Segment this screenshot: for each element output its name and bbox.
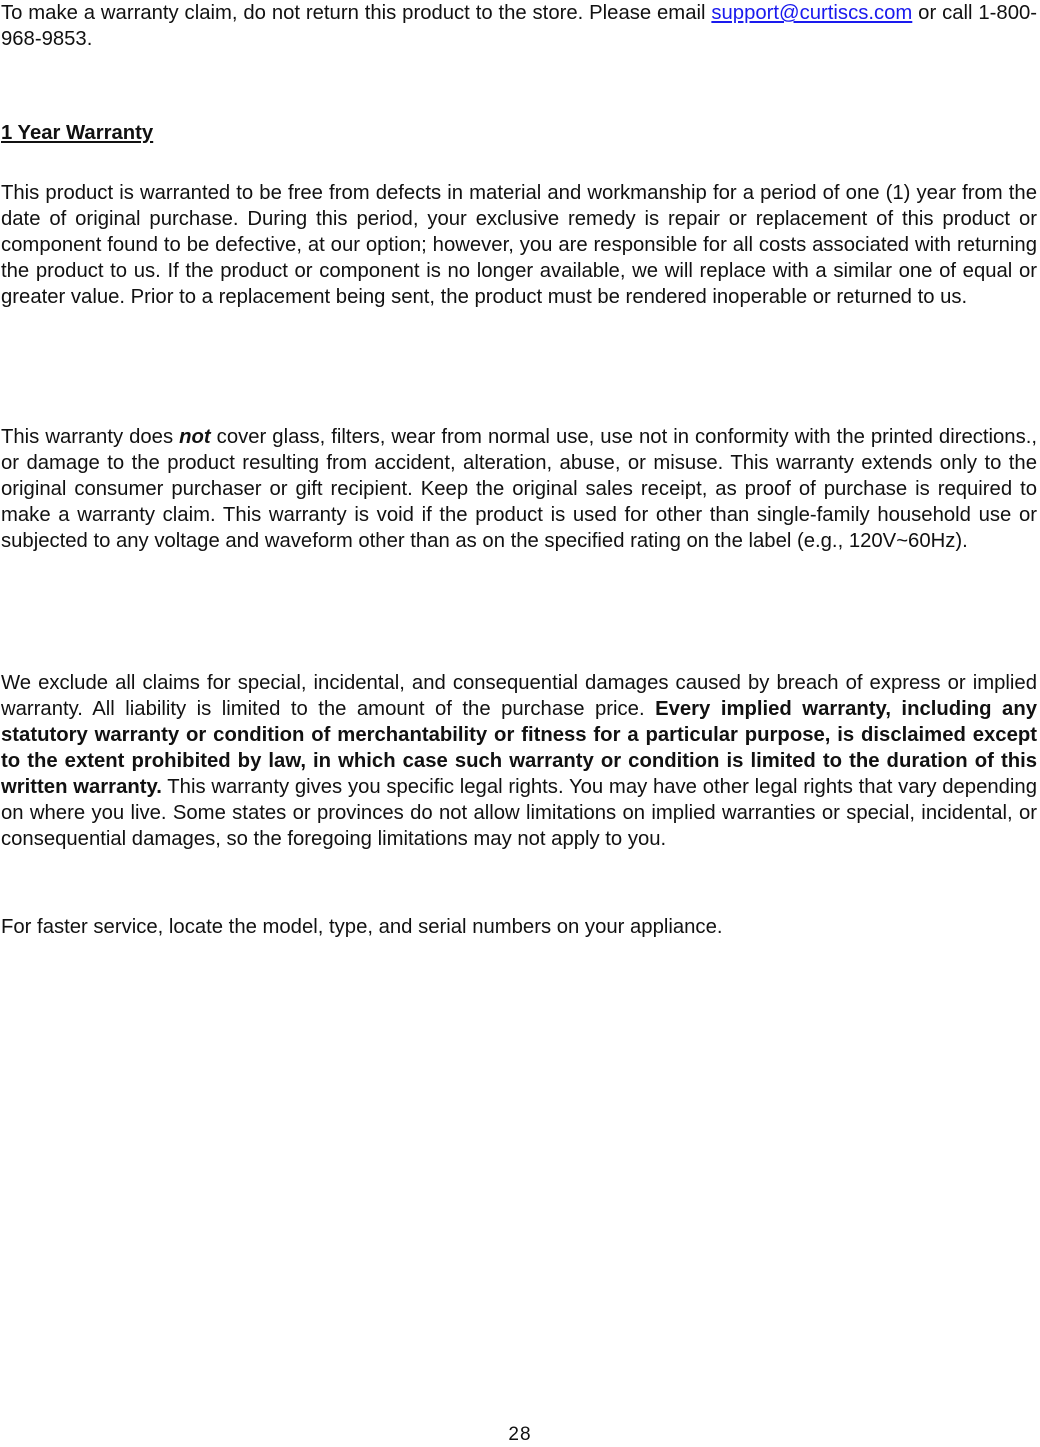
disclaimer-text-before: We exclude all claims for special, incidental, and consequential damages caused by breach of express or implied warranty. All liability is limited to the amount of the purchase price. — [1, 672, 1037, 720]
warranty-claim-instructions — [1, 0, 1037, 52]
warranty-exclusions-paragraph — [1, 424, 1037, 554]
disclaimer-text-after: This warranty gives you specific legal rights. You may have other legal rights that vary depending on where you live. Some states or provinces do not allow limitations on implied warranties or special, incidental, or consequential damages, so the foregoing limitations may not apply to you. — [1, 776, 1037, 850]
page-number: 28 — [508, 1424, 532, 1445]
not-emphasis: not — [179, 426, 211, 448]
claim-text-phone: or call 1-800-968-9853. — [1, 2, 1038, 50]
implied-warranty-disclaimer: Every implied warranty, including any statutory warranty or condition of merchantability or fitness for a particular purpose, is disclaimed except to the extent prohibited by law, in which case such warranty or condition is limited to the duration of this written warranty. — [1, 698, 1037, 798]
warranty-heading: 1 Year Warranty — [1, 122, 154, 144]
faster-service-note: For faster service, locate the model, type, and serial numbers on your appliance. — [1, 916, 723, 938]
exclusions-text-before: This warranty does — [1, 426, 180, 448]
warranty-coverage-paragraph: This product is warranted to be free from defects in material and workmanship for a period of one (1) year from the date of original purchase. During this period, your exclusive remedy is repair or replacement of this product or component found to be defective, at our option; however, you are responsible for all costs associated with returning the product to us. If the product or component is no longer available, we will replace with a similar one of equal or greater value. Prior to a replacement being sent, the product must be rendered inoperable or returned to us. — [1, 182, 1037, 308]
support-email-link[interactable]: support@curtiscs.com — [711, 2, 913, 24]
exclusions-text-after: cover glass, filters, wear from normal use, use not in conformity with the printed directions., or damage to the product resulting from accident, alteration, abuse, or misuse. This warranty extends only to the original consumer purchaser or gift recipient. Keep the original sales receipt, as proof of purchase is required to make a warranty claim. This warranty is void if the product is used for other than single-family household use or subjected to any voltage and waveform other than as on the specified rating on the label (e.g., 120V~60Hz). — [1, 426, 1037, 552]
damages-disclaimer-paragraph — [1, 670, 1037, 852]
claim-text-before-email: To make a warranty claim, do not return this product to the store. Please email — [1, 2, 712, 24]
